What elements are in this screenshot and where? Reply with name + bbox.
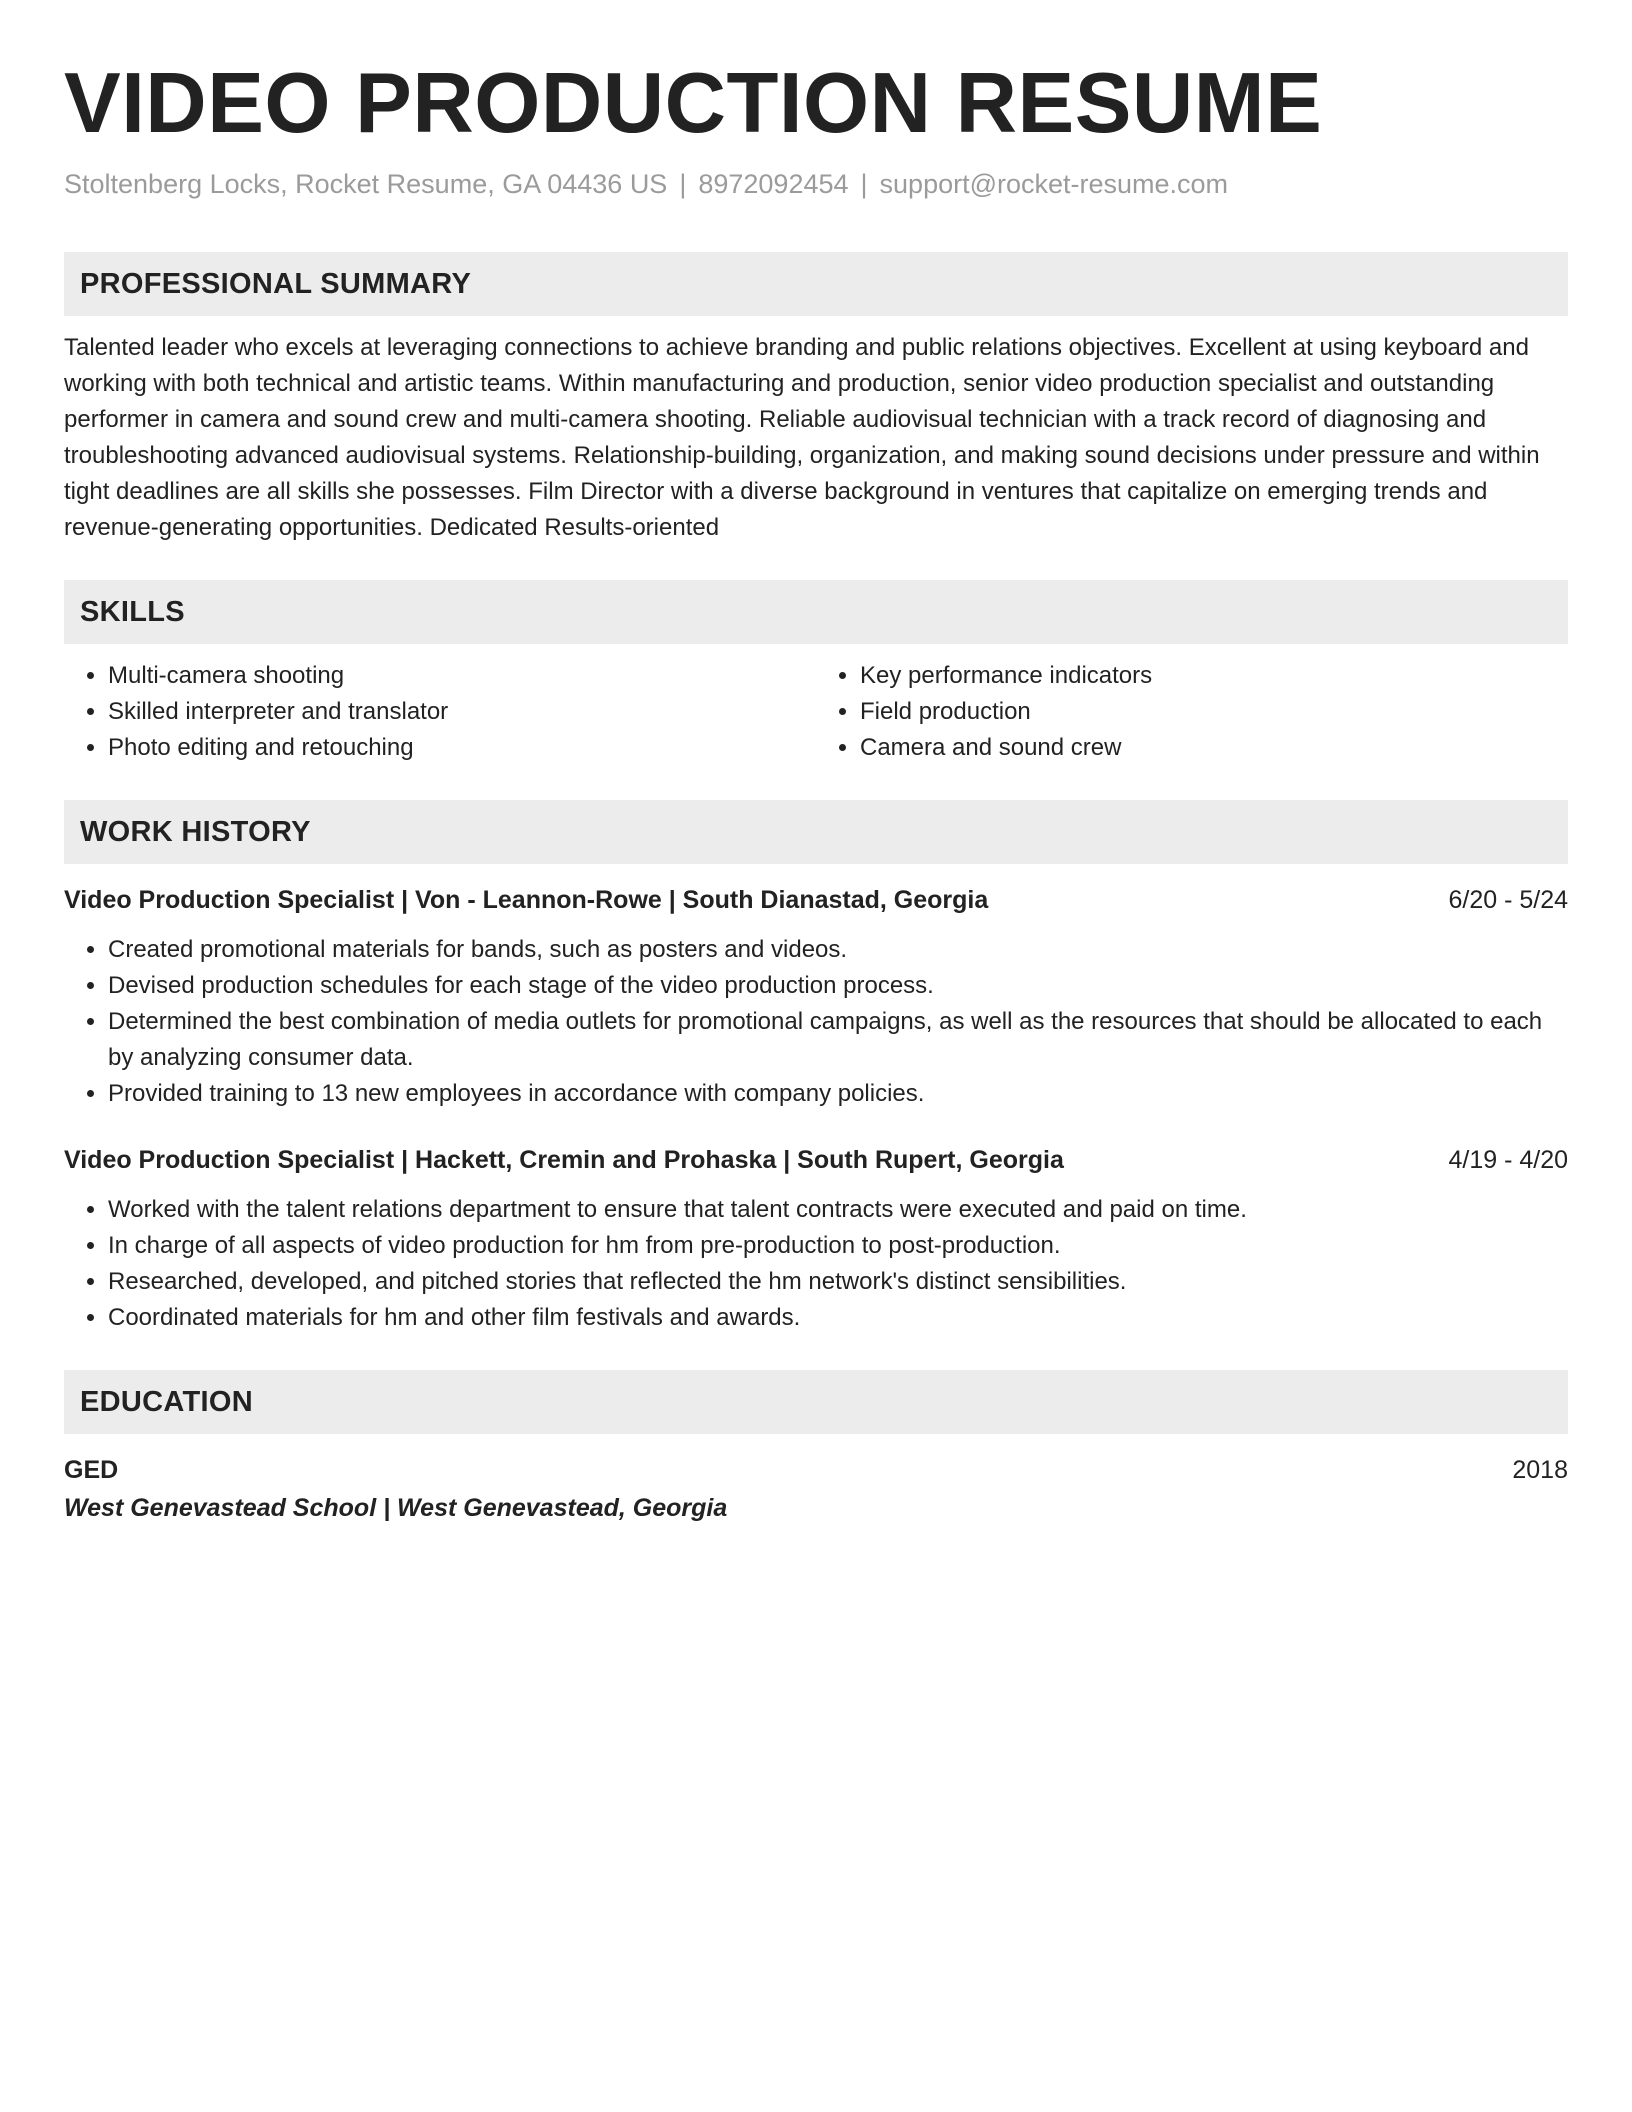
- contact-address: Stoltenberg Locks, Rocket Resume, GA 04436 US: [64, 169, 668, 199]
- job-dates: 4/19 - 4/20: [1448, 1146, 1568, 1174]
- education-entry: [64, 1452, 1568, 1526]
- skills-list: [64, 658, 1568, 766]
- resume-title: VIDEO PRODUCTION RESUME: [64, 56, 1323, 151]
- job-title: Video Production Specialist | Hackett, Cremin and Prohaska | South Rupert, Georgia: [64, 1146, 1064, 1174]
- job-header: [64, 882, 1568, 918]
- job-bullet: • Worked with the talent relations department to ensure that talent contracts were executed and paid on time.: [108, 1192, 1568, 1228]
- job-bullet: • Coordinated materials for hm and other film festivals and awards.: [108, 1300, 1568, 1336]
- job-header: [64, 1142, 1568, 1178]
- skill-item: • Key performance indicators: [860, 658, 1568, 694]
- contact-line: [64, 166, 1568, 202]
- skill-item: • Photo editing and retouching: [108, 730, 816, 766]
- job-bullet: • In charge of all aspects of video production for hm from pre-production to post-production.: [108, 1228, 1568, 1264]
- section-heading-summary: PROFESSIONAL SUMMARY: [64, 252, 1568, 316]
- job-bullet: • Researched, developed, and pitched stories that reflected the hm network's distinct sensibilities.: [108, 1264, 1568, 1300]
- education-degree: GED: [64, 1456, 119, 1484]
- contact-separator: |: [860, 169, 868, 199]
- education-header: [64, 1452, 1568, 1488]
- education-year: 2018: [1512, 1456, 1568, 1484]
- contact-phone: 8972092454: [698, 169, 849, 199]
- job-bullet: • Determined the best combination of media outlets for promotional campaigns, as well as the resources that should be allocated to each by analyzing consumer data.: [108, 1004, 1568, 1076]
- summary-paragraph: Talented leader who excels at leveraging connections to achieve branding and public relations objectives. Excellent at using keyboard and working with both technical and artistic teams. Within manufacturing and production, senior video production specialist and outstanding performer in camera and sound crew and multi-camera shooting. Reliable audiovisual technician with a track record of diagnosing and troubleshooting advanced audiovisual systems. Relationship-building, organization, and making sound decisions under pressure and within tight deadlines are all skills she possesses. Film Director with a diverse background in ventures that capitalize on emerging trends and revenue-generating opportunities. Dedicated Results-oriented: [64, 334, 1540, 541]
- job-entry: [64, 1142, 1568, 1336]
- contact-separator: |: [679, 169, 687, 199]
- section-heading-skills: SKILLS: [64, 580, 1568, 644]
- section-heading-work-history: WORK HISTORY: [64, 800, 1568, 864]
- job-dates: 6/20 - 5/24: [1448, 886, 1568, 914]
- education-school: West Genevastead School | West Genevastead, Georgia: [64, 1494, 728, 1522]
- contact-email: support@rocket-resume.com: [879, 169, 1229, 199]
- job-bullet: • Provided training to 13 new employees in accordance with company policies.: [108, 1076, 1568, 1112]
- job-bullet-list: [64, 932, 1568, 1112]
- skill-item: • Field production: [860, 694, 1568, 730]
- job-entry: [64, 882, 1568, 1112]
- skills-column-left: [64, 658, 816, 766]
- skills-column-right: [816, 658, 1568, 766]
- skill-item: • Skilled interpreter and translator: [108, 694, 816, 730]
- skill-item: • Camera and sound crew: [860, 730, 1568, 766]
- job-bullet-list: [64, 1192, 1568, 1336]
- job-bullet: • Created promotional materials for bands, such as posters and videos.: [108, 932, 1568, 968]
- job-bullet: • Devised production schedules for each stage of the video production process.: [108, 968, 1568, 1004]
- section-heading-education: EDUCATION: [64, 1370, 1568, 1434]
- skill-item: • Multi-camera shooting: [108, 658, 816, 694]
- job-title: Video Production Specialist | Von - Leannon-Rowe | South Dianastad, Georgia: [64, 886, 989, 914]
